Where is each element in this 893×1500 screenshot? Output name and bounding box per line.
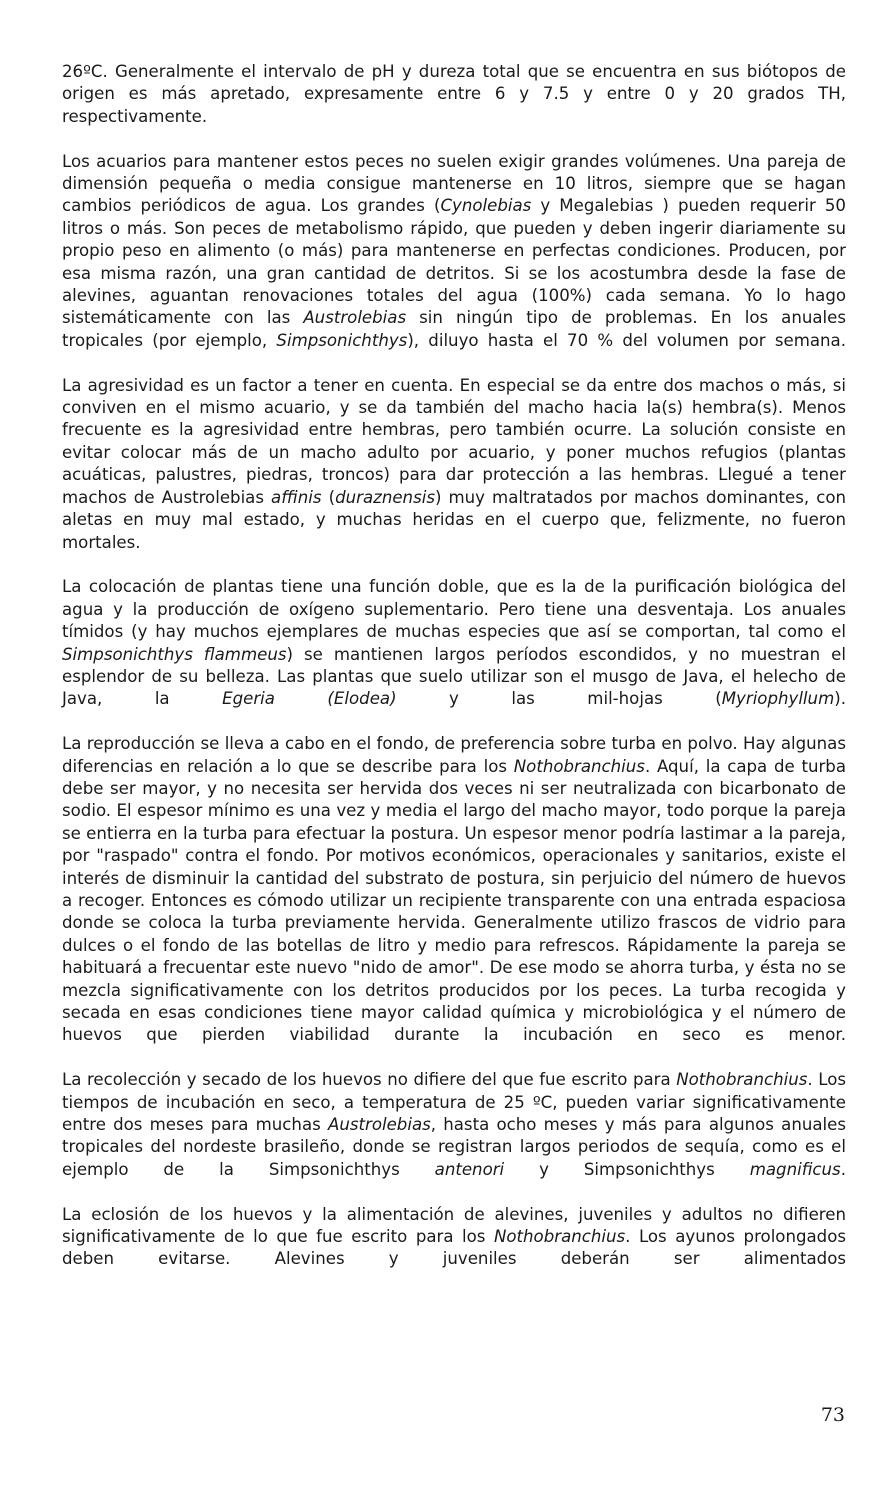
italic-text: Myriophyllum [721,689,835,709]
text-run: La agresividad es un factor a tener en cuenta. En especial se da entre dos machos o más, si conviven en el mismo acuario, y se da también del macho hacia la(s) hembra(s). Menos frecuente es la agresividad entre hembras, pero también ocurre. La solución consiste en evitar colocar más de un macho adulto por acuario, y poner muchos refugios (plantas acuáticas, palustres, piedras, troncos) para dar protección a las hembras. Llegué a tener machos de Austrolebias [62,375,846,507]
text-run: . Los tiempos de incubación en seco, a temperatura de 25 ºC, pueden variar significativamente entre dos meses para muchas [62,1070,846,1135]
text-run: . Aquí, la capa de turba debe ser mayor, y no necesita ser hervida dos veces ni ser neutralizada con bicarbonato de sodio. El espesor mínimo es una vez y media el largo del macho mayor, todo porque la pareja se entierra en la turba para efectuar la postura. Un espesor menor podría lastimar a la pareja, por "raspado" contra el fondo. Por motivos económicos, operacionales y sanitarios, existe el interés de disminuir la cantidad del substrato de postura, sin perjuicio del número de huevos a recoger. Entonces es cómodo utilizar un recipiente transparente con una entrada espaciosa donde se coloca la turba previamente hervida. Generalmente utilizo frascos de vidrio para dulces o el fondo de las botellas de litro y medio para refrescos. Rápidamente la pareja se habituará a frecuentar este nuevo "nido de amor". De ese modo se ahorra turba, y ésta no se mezcla significativamente con los detritos producidos por los peces. La turba recogida y secada en esas condiciones tiene mayor calidad química y microbiológica y el número de huevos que pierden viabilidad durante la incubación en seco es menor. [62,756,846,1045]
paragraph [62,375,846,554]
text-run: La recolección y secado de los huevos no difiere del que fue escrito para [62,1070,677,1090]
italic-text: duraznensis [335,487,435,507]
italic-text: antenori [434,1159,505,1179]
text-run: 26ºC. Generalmente el intervalo de pH y dureza total que se encuentra en sus biótopos de origen es más apretado, expresamente entre 6 y 7.5 y entre 0 y 20 grados TH, respectivamente. [62,62,846,126]
text-run: y Megalebias ) pueden requerir 50 litros o más. Son peces de metabolismo rápido, que pueden y deben ingerir diariamente su propio peso en alimento (o más) para mantenerse en perfectas condiciones. Producen, por esa misma razón, una gran cantidad de detritos. Si se los acostumbra desde la fase de alevines, aguantan renovaciones totales del agua (100%) cada semana. Yo lo hago sistemáticamente con las [62,196,846,328]
page-body [62,61,846,1271]
text-run: ) muy maltratados por machos dominantes, con aletas en muy mal estado, y muchas heridas en el cuerpo que, felizmente, no fueron mortales. [62,487,846,552]
text-run: La eclosión de los huevos y la alimentación de alevines, juveniles y adultos no difieren significativamente de lo que fue escrito para los [62,1204,846,1247]
text-run: Los acuarios para mantener estos peces no suelen exigir grandes volúmenes. Una pareja de dimensión pequeña o media consigue mantenerse en 10 litros, siempre que se hagan cambios periódicos de agua. Los grandes ( [62,151,846,216]
text-run: ) se mantienen largos períodos escondidos, y no muestran el esplendor de su belleza. Las plantas que suelo utilizar son el musgo de Java, el helecho de Java, la [62,644,846,709]
italic-text: Egeria (Elodea) [222,689,397,709]
italic-text: Nothobranchius [493,1227,626,1247]
italic-text: Austrolebias [303,308,407,328]
paragraph [62,1069,846,1181]
text-run: La colocación de plantas tiene una función doble, que es la de la purificación biológica del agua y la producción de oxígeno suplementario. Pero tiene una desventaja. Los anuales tímidos (y hay muchos ejemplares de muchas especies que así se comportan, tal como el [62,577,846,642]
paragraph [62,151,846,353]
paragraph [62,576,846,710]
text-run: y Simpsonichthys [504,1159,750,1179]
page-number: 73 [820,1404,845,1426]
text-run: . [840,1159,846,1179]
paragraph [62,733,846,1047]
italic-text: Nothobranchius [513,756,645,776]
italic-text: Cynolebias [440,196,532,216]
text-run: La reproducción se lleva a cabo en el fondo, de preferencia sobre turba en polvo. Hay algunas diferencias en relación a lo que se describe para los [62,734,846,776]
paragraph [62,61,846,128]
paragraph [62,1204,846,1271]
text-run: y las mil-hojas ( [396,689,722,709]
text-run: ( [321,487,336,507]
italic-text: affinis [271,487,322,507]
italic-text: Nothobranchius [676,1070,808,1090]
text-run: ). [834,689,846,709]
italic-text: magnificus [749,1159,841,1179]
italic-text: Simpsonichthys flammeus [62,644,287,664]
text-run: sin ningún tipo de problemas. En los anuales tropicales (por ejemplo, [62,308,846,350]
text-run: , hasta ocho meses y más para algunos anuales tropicales del nordeste brasileño, donde se registran largos periodos de sequía, como es el ejemplo de la Simpsonichthys [62,1115,847,1179]
text-run: ), diluyo hasta el 70 % del volumen por semana. [407,330,846,350]
text-run: . Los ayunos prolongados deben evitarse. Alevines y juveniles deberán ser alimentados [62,1227,847,1269]
italic-text: Simpsonichthys [276,330,408,350]
italic-text: Austrolebias [327,1115,431,1135]
